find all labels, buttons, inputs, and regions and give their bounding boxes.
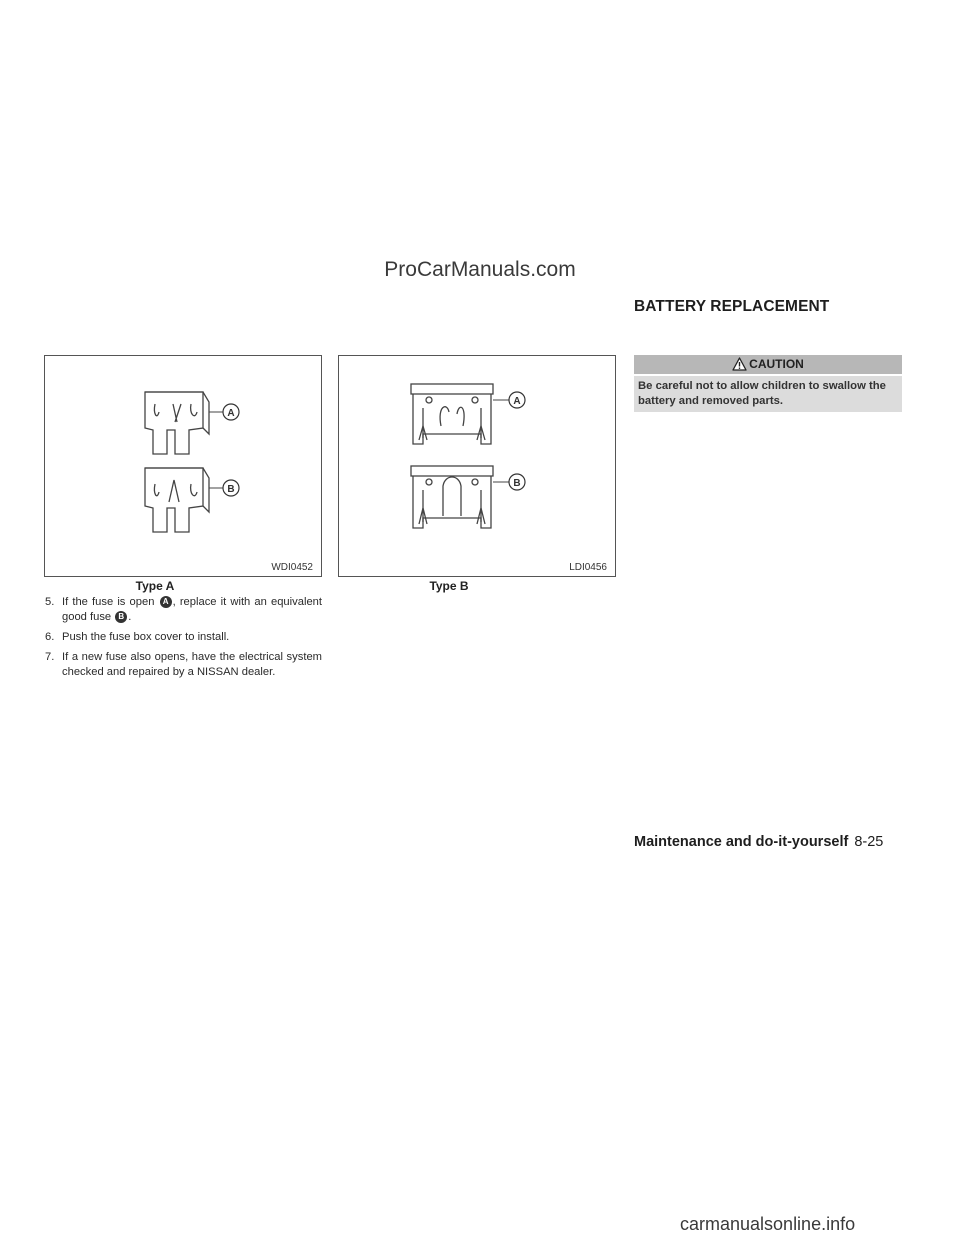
instruction-step <box>44 595 322 625</box>
step-text: , replace it with an equivalent good fuse <box>62 596 322 623</box>
section-title: BATTERY REPLACEMENT <box>634 298 830 315</box>
caution-header <box>634 355 902 374</box>
step-text: Push the fuse box cover to install. <box>62 631 230 643</box>
callout-b-icon: B <box>115 611 127 623</box>
figure-caption: Type B <box>429 579 469 593</box>
callout-a-label: A <box>513 396 521 407</box>
blown-fuse-a <box>145 392 209 454</box>
callout-a-label: A <box>227 408 235 419</box>
callout-b-label: B <box>227 484 235 495</box>
good-fuse-a <box>145 468 209 532</box>
warning-icon <box>732 357 747 377</box>
figure-code: LDI0456 <box>569 562 607 573</box>
instruction-step <box>44 630 322 645</box>
callout-b-label: B <box>513 478 521 489</box>
watermark-bottom: carmanualsonline.info <box>680 1214 856 1234</box>
step-text: If a new fuse also opens, have the electrical system checked and repaired by a NISSAN dealer. <box>62 651 322 678</box>
step-number: 5. <box>45 596 55 608</box>
callout-a-icon: A <box>160 596 172 608</box>
figure-type-a <box>44 355 322 577</box>
instruction-list <box>44 595 322 685</box>
figure-type-b <box>338 355 616 577</box>
page-footer <box>634 834 883 850</box>
step-number: 6. <box>45 631 55 643</box>
step-text: . <box>128 611 132 623</box>
fuse-type-b-illustration <box>339 356 617 578</box>
footer-section: Maintenance and do-it-yourself <box>634 834 849 850</box>
blown-fuse-b <box>411 384 493 444</box>
step-text: If the fuse is open <box>62 596 155 608</box>
instruction-step <box>44 650 322 680</box>
page-number: 8-25 <box>854 834 884 850</box>
step-number: 7. <box>45 651 55 663</box>
fuse-type-a-illustration <box>45 356 323 578</box>
figure-caption: Type A <box>135 579 175 593</box>
figure-code: WDI0452 <box>271 562 313 573</box>
caution-text: Be careful not to allow children to swallow the battery and removed parts. <box>634 376 902 412</box>
watermark-top: ProCarManuals.com <box>384 258 576 281</box>
caution-title: CAUTION <box>749 357 804 371</box>
good-fuse-b <box>411 466 493 528</box>
